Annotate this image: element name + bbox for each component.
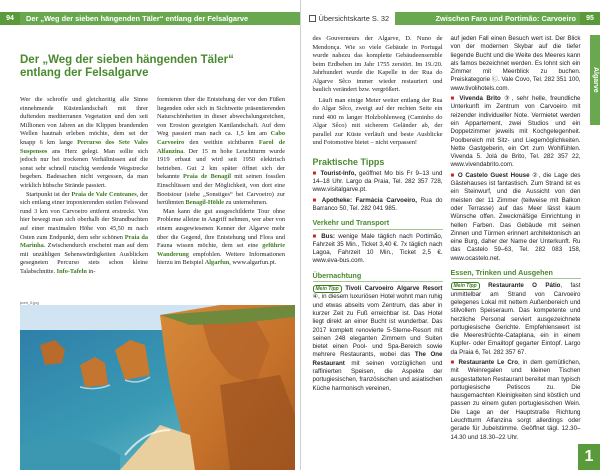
right-header-bar (301, 12, 600, 25)
stay-tivoli (313, 285, 443, 393)
tip-text: geöffnet Mo bis Fr 9–13 und 14–18 Uhr. Largo da Praia, Tel. 282 357 728, www.visitalgarve.pt. (312, 169, 443, 194)
left-header-title: Der „Weg der sieben hängenden Täler“ entlang der Felsalgarve (26, 14, 249, 23)
text-run: . Der 15 m hohe Leuchtturm wurde 1919 erbaut und wird seit 1950 elektrisch betrieben. Gut 2 km später öffnet sich der bekannte (157, 147, 285, 181)
stay-restaurant-name: The One Restaurant (312, 351, 443, 367)
bullet-square-icon: ■ (450, 358, 456, 366)
paragraph: des Gouverneurs der Algarve, D. Nuno de Mendonça. Wie so viele Gebäude in Portugal wurde nahezu das komplette Gebäudeensemble beim Erdbeben im Jahr 1755 zerstört. Im 19./20. Jahrhundert wurde die Kapelle in der Rua do Algarve Sêco immer wieder restauriert und baulich verändert bzw. vergrößert. (312, 35, 443, 93)
highlight-guided-hike: geführte Wanderung (157, 242, 285, 258)
text-run: in- (86, 267, 96, 275)
bullet-square-icon: ■ (450, 95, 456, 103)
paragraph (157, 96, 285, 208)
stay-text: ④, in diesem luxuriösen Hotel wohnt man ruhig und etwas abseits vom Zentrum, das aber in kurzer Zeit zu Fuß erreichbar ist. Das Hotel liegt direkt an einer Bucht ist wunderbar. Das 2017 komplett renovierte 5-Sterne-Resort mit seinen 248 eleganten Zimmern und Suiten bietet einen Pool- und Spa-Bereich sowie mehrere Restaurants, wobei das (312, 293, 443, 359)
crossref-text: Übersichtskarte S. 32 (318, 14, 390, 23)
food-text: , in dem gemütlichen, mit Weinregalen und kleinen Tischen ausgestatteten Restaurant bereitet man typisch portugiesische Petiscos zu. Die hausgemachten Kleinigkeiten sind köstlich und passen zu einem guten portugiesischen Wein. Die Lage an der Hauptstraße Richtung Leuchtturm Alfanzina sorgt allerdings oder gerade für Jubelstimme. Geöffnet tägl. 12.30–14.30 und 18.30–22 Uhr. (450, 358, 581, 441)
text-run: zu unternehmen. (224, 199, 268, 207)
bullet-square-icon: ■ (312, 196, 319, 204)
left-page-number: 94 (0, 12, 20, 25)
tip-label: Apotheke: Farmácia Carvoeiro, (321, 196, 418, 204)
practical-tips-heading: Praktische Tipps (312, 156, 385, 167)
food-text: , fast unmittelbar am Strand von Carvoeiro gelegenes Lokal mit nettem Außenbereich und stilvollem Speiseraum. Das kompetente und herzliche Personal serviert ausgezeichnete portugiesische Gerichte. Empfehlenswert ist die Meeresfrüchte-Cataplana, ein in einem Kupfer- oder Emailtopf gegarter Eintopf. Largo da Praia 6, Tel. 282 357 67. (450, 282, 581, 356)
section-title-line2: entlang der Felsalgarve (20, 67, 149, 79)
food-opatio (451, 282, 581, 357)
highlight-algarfun: Algarfun (204, 259, 230, 267)
right-column-1 (313, 35, 443, 395)
transport-heading: Verkehr und Transport (313, 219, 443, 229)
section-title-line1: Der „Weg der sieben hängenden Täler“ (20, 54, 234, 66)
stay-text: mit seinen vorzüglichen und raffinierten Speisen, die Aspekte der portugiesischen, französischen und asiatischen Küche harmonisch vereinen, (312, 359, 443, 392)
highlight-beach-end: Praia da Marinha (20, 233, 148, 250)
tip-label: Tourist-Info, (320, 169, 357, 177)
text-run: , www.algarfun.pt. (229, 259, 277, 267)
stay-castelo (451, 172, 581, 263)
highlight-trail-name: Percurso dos Sete Vales Suspensos (20, 138, 148, 155)
text-run: . Zwischendurch erscheint man auf dem mit unzähligen Sehenswürdigkeiten Ausblicken gesegneten Percurso stets schon kleine Talabschnitte. (20, 242, 148, 275)
bullet-square-icon: ■ (312, 232, 318, 240)
my-tip-badge: Mein Tipp (313, 285, 342, 293)
transport-label: Bus: (321, 232, 335, 240)
region-side-label: Algarve (590, 35, 600, 125)
bullet-square-icon: ■ (450, 171, 456, 179)
map-crossref[interactable] (301, 12, 396, 25)
text-run: formieren über die Entstehung der vor den Füßen liegenden oder sich in Sichtweite präsentierenden Naturschönheiten in dieser abwechslungsreichen, von Erosion gezeigten Kantlandschaft. Auf dem Weg passiert man nach ca. 1,5 km am (157, 96, 285, 138)
text-run: Wer die schroffe und gleichzeitig alle Sinne einnehmende Küstenlandschaft mit ihrer duftenden mediterranen Vegetation und den seit Millionen von Jahren an die Klippen brandenden Wellen hautnah erleben möchte, dem sei der knapp 6 km lange (20, 96, 148, 146)
left-column-1 (20, 96, 148, 276)
paragraph: Läuft man einige Meter weiter entlang der Rua do Algar Sêco, zweigt auf der rechten Seite ein rund 400 m langer Holzbohlenweg (Caminho do Algar Sêco) mit sicherem Geländer ab, der parallel zur Küste verläuft und beste Ausblicke und Fotomotive bietet – nicht verpassen! (312, 96, 443, 146)
accommodation-heading: Übernachtung (313, 272, 443, 282)
coastline-photo (20, 305, 295, 470)
chapter-tab: 1 (578, 444, 600, 470)
text-run: , der sich entlang einer imponierenden steilen Felswand rund 3 km von Carvoeiro entfernt erstreckt. Von hier bewegt man sich oberhalb der Strandbuchten auf einer maximalen Höhe von 45,50 m nach Osten zum Endpunkt, dem sehr schönen (20, 190, 148, 241)
paragraph: auf jeden Fall einen Besuch wert ist. Der Blick von der modernen Skybar auf die tiefer liegende Bucht und die Weite des Meeres kann als famos bezeichnet werden. Es lohnt sich ein Zimmer mit Meerblick zu buchen. Preiskategorie Ⓒ. Vale Covo, Tel. 282 351 100, www.tivolihotels.com. (450, 35, 581, 92)
text-run: Startpunkt ist der (26, 190, 72, 198)
transport-text: wenige Male täglich nach Portimão, Fahrzeit 35 Min., Ticket 3,40 €. 7x täglich nach Lagoa, Fahrzeit 10 Min., Ticket 2,5 €. www.eva-bus.com. (312, 232, 443, 265)
right-page (301, 0, 600, 470)
food-label: Restaurante O Pátio (488, 282, 561, 290)
highlight-lighthouse: Farol de Alfanzina (157, 138, 285, 155)
text-run: mit seinen fossilen Einschlüssen und der Möglichkeit, von dort eine Bootstour (siehe „Sonstiges“ bei Carvoeiro) zur berühmten (157, 173, 285, 207)
highlight-info-boards: Info-Tafeln (56, 267, 87, 275)
section-title-block (20, 54, 290, 80)
paragraph (157, 208, 285, 268)
right-header-title: Zwischen Faro und Portimão: Carvoeiro (435, 14, 576, 23)
tip-tourist-info (313, 170, 443, 195)
text-run: ans Herz gelegt. Man sollte sich jedoch nur bei trockenen Verhältnissen auf die sonst sehr schnell rutschig werdende Wegstrecke begeben. Badesachen nicht vergessen, da man wirklich hübsche Strände passiert. (20, 147, 148, 189)
stay-label: Vivenda Brito (459, 95, 501, 103)
stay-text: ③, sehr helle, freundliche Unterkunft im Zentrum von Carvoeiro mit reizender individueller Note. Vermietet werden ein Appartement, zwei Studios und ein Doppelzimmer jeweils mit Kochgelegenheit. Poolbereich mit Sitz- und Liegemöglichkeiten. Nette Gastgeberin, ein Ort zum Wohlfühlen. Vivenda 5. Jolá de Brito, Tel. 282 357 22, www.vivendabrito.com. (450, 95, 581, 169)
stay-vivenda (451, 95, 581, 170)
tip-pharmacy (313, 197, 443, 214)
photo-credit: pum_0.jpg (20, 300, 39, 305)
paragraph (20, 191, 148, 277)
stay-label: Tivoli Carvoeiro Algarve Resort (345, 285, 443, 293)
left-header-bar (0, 12, 300, 25)
right-page-number: 95 (580, 12, 600, 25)
coastline-illustration (20, 305, 295, 470)
left-column-2 (157, 96, 285, 276)
tip-text: Rua do Barranco 50, Tel. 282 041 985. (312, 196, 443, 212)
highlight-benagil-beach: Praia de Benagil (183, 173, 231, 181)
text-run: empfohlen. Weitere Informationen hierzu im Beispiel (157, 250, 285, 267)
food-label: Restaurante Le Cro (458, 358, 518, 366)
highlight-cape: Cabo Carvoeiro (157, 130, 285, 146)
stay-text: ②, die Lage des Gästehauses ist fantastisch. Zum Strand ist es ein Steinwurf, und die Aussicht von den meisten der 11 Zimmer (teilweise mit Balkon oder Terrasse) auf das Meer lässt kaum Wünsche offen. Zweckmäßige Einrichtung in hellen Farben. Das Gebäude mit seinen Zinnen und Türmen erinnert architektonisch an eine Burg, daher der Name der Unterkunft. Ru das Castelo 59–63, Tel. 282 083 158, www.ocastelo.net. (450, 171, 581, 262)
stay-label: O Castelo Guest House (457, 171, 530, 179)
food-heading: Essen, Trinken und Ausgehen (451, 269, 581, 279)
paragraph (20, 96, 148, 191)
left-body-columns (20, 96, 285, 276)
food-lecro (451, 359, 581, 442)
highlight-benagil-cave: Benagil-Höhle (185, 199, 224, 207)
transport-bus (313, 233, 443, 266)
my-tip-badge: Mein Tipp (451, 282, 480, 290)
highlight-beach-start: Praia de Vale Centeanes (71, 190, 137, 198)
bullet-square-icon: ■ (312, 169, 318, 177)
text-run: Man kann die gut ausgeschilderte Tour ohne Probleme alleine in Angriff nehmen, wer aber von einem ausgewiesenen Kenner der Algarve mehr über die Gegend, ihre Entstehung und Flora und Fauna wissen möchte, dem sei eine (157, 207, 285, 250)
text-run: den weithin sichtbaren (184, 138, 259, 146)
checkbox-square-icon (309, 15, 316, 22)
right-column-2 (451, 35, 581, 444)
